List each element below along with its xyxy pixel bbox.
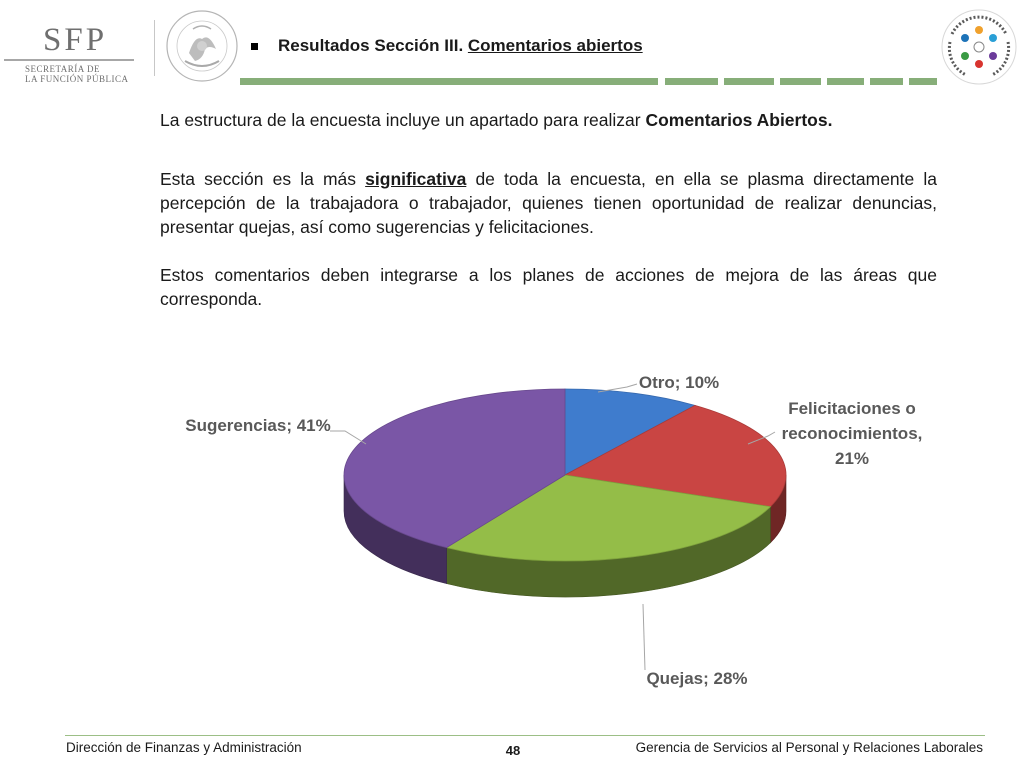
- header-green-segment: [870, 78, 903, 85]
- pie-leader-line: [643, 604, 645, 670]
- footer-department: Dirección de Finanzas y Administración: [66, 740, 302, 755]
- header-green-segment: [827, 78, 864, 85]
- footer-office: Gerencia de Servicios al Personal y Relaciones Laborales: [635, 740, 983, 755]
- header-divider: [154, 20, 155, 76]
- slide-title-underlined: Comentarios abiertos: [467, 36, 643, 55]
- header-green-segment: [665, 78, 718, 85]
- intro-text: La estructura de la encuesta incluye un apartado para realizar: [160, 110, 646, 130]
- sfp-logo: [4, 22, 134, 88]
- header-green-segment: [909, 78, 937, 85]
- significance-emphasis: significativa: [365, 169, 467, 189]
- header-green-segment: [724, 78, 774, 85]
- pie-leader-line: [598, 384, 637, 392]
- pie-tops: [344, 389, 786, 561]
- pie-label-felicitaciones: Felicitaciones o reconocimientos, 21%: [781, 399, 923, 468]
- footer-rule: [65, 735, 985, 736]
- intro-paragraph: [160, 108, 937, 132]
- certification-logo-icon: [940, 6, 1018, 88]
- pie-label-quejas: Quejas; 28%: [646, 669, 748, 688]
- intro-bold-text: Comentarios Abiertos.: [645, 110, 833, 130]
- slide-header: [0, 0, 1024, 96]
- header-green-segment: [780, 78, 821, 85]
- sfp-logo-subtitle: [25, 64, 129, 84]
- slide-title-prefix: Resultados Sección III.: [278, 36, 468, 55]
- slide-title: [278, 36, 643, 56]
- header-green-bar: [240, 78, 658, 85]
- page-number: 48: [505, 743, 521, 758]
- significance-text-start: Esta sección es la más: [160, 169, 366, 189]
- pie-label-otro: Otro; 10%: [638, 373, 720, 392]
- title-bullet-icon: [251, 43, 258, 50]
- pie-label-sugerencias: Sugerencias; 41%: [185, 416, 331, 435]
- sfp-logo-wordmark: SFP: [43, 22, 108, 58]
- integration-paragraph: Estos comentarios deben integrarse a los planes de acciones de mejora de las áreas que corresponda.: [160, 265, 937, 309]
- comments-pie-chart: [0, 340, 1024, 720]
- significance-paragraph: [160, 167, 937, 239]
- sfp-logo-rule: [4, 59, 134, 61]
- national-emblem-icon: [165, 9, 239, 83]
- significance-text-rest: de toda la encuesta, en ella se plasma directamente la percepción de la trabajadora o trabajador, quienes tienen oportunidad de realizar denuncias, presentar quejas, así como sugerencias y felicitaciones.: [160, 169, 937, 237]
- sfp-subtitle-line1: SECRETARÍA DE: [25, 64, 101, 74]
- sfp-subtitle-line2: LA FUNCIÓN PÚBLICA: [25, 74, 129, 84]
